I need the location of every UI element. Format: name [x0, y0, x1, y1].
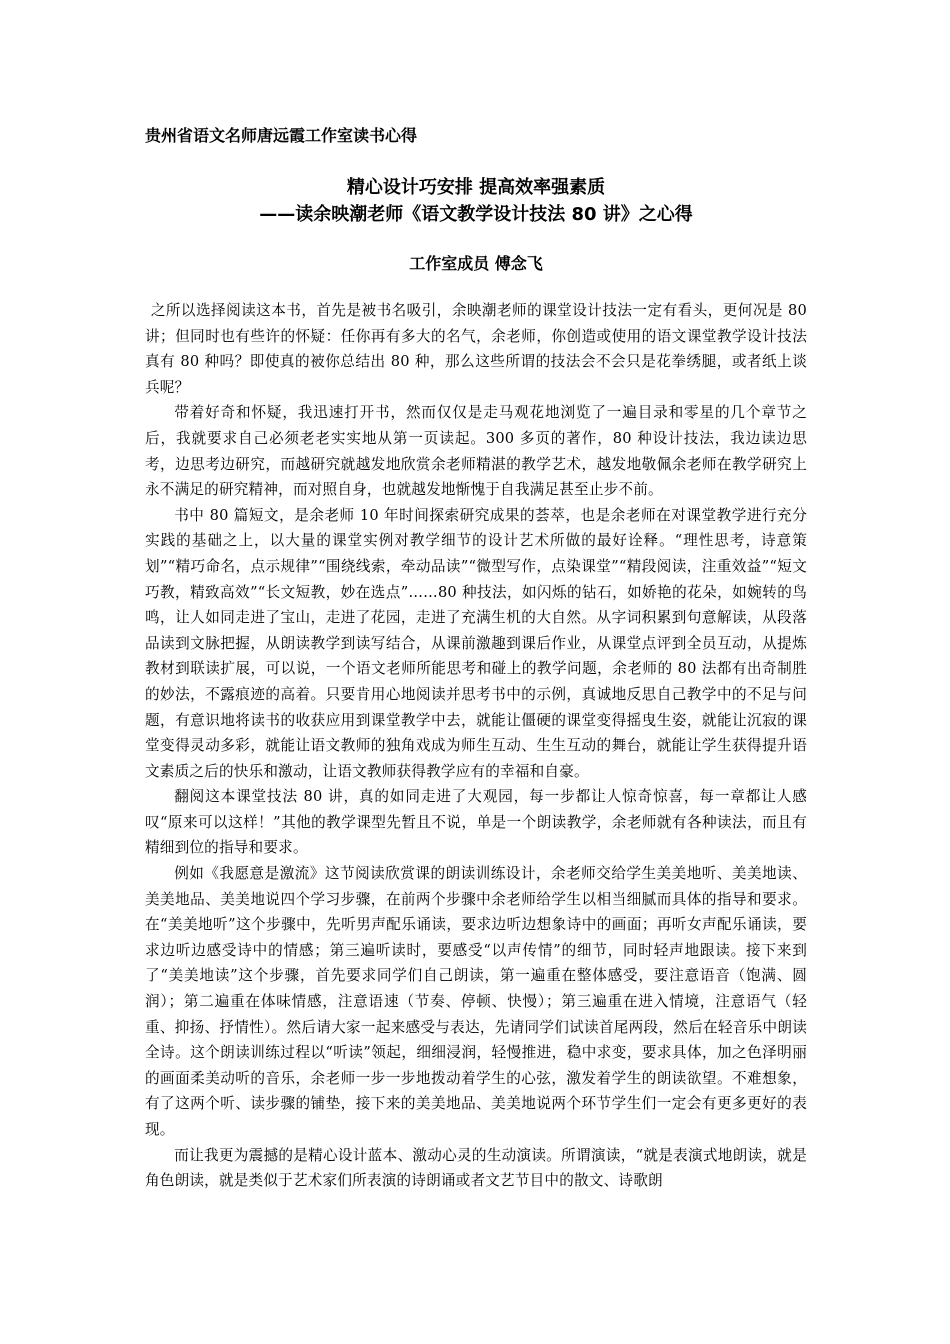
document-page: [145, 124, 807, 1194]
title-line-main: 精心设计巧安排 提高效率强素质: [346, 177, 606, 198]
paragraph: 带着好奇和怀疑，我迅速打开书，然而仅仅是走马观花地浏览了一遍目录和零星的几个章节之后，我就要求自己必须老老实实地从第一页读起。300 多页的著作，80 种设计技法，我边读边思考，边思考边研究，而越研究就越发地欣赏余老师精湛的教学艺术，越发地敬佩余老师在教学研究上永不满足的研究精神，而对照自身，也就越发地惭愧于自我满足甚至止步不前。: [145, 404, 807, 499]
paragraph: 例如《我愿意是激流》这节阅读欣赏课的朗读训练设计，余老师交给学生美美地听、美美地读、美美地品、美美地说四个学习步骤，在前两个步骤中余老师给学生以相当细腻而具体的指导和要求。在“美美地听”这个步骤中，先听男声配乐诵读，要求边听边想象诗中的画面；再听女声配乐诵读，要求边听边感受诗中的情感；第三遍听读时，要感受“以声传情”的细节，同时轻声地跟读。接下来到了“美美地读”这个步骤，首先要求同学们自己朗读，第一遍重在整体感受，要注意语音（饱满、圆润）；第二遍重在体味情感，注意语速（节奏、停顿、快慢）；第三遍重在进入情境，注意语气（轻重、抑扬、抒情性）。然后请大家一起来感受与表达，先请同学们试读首尾两段，然后在轻音乐中朗读全诗。这个朗读训练过程以“听读”领起，细细浸润，轻慢推进，稳中求变，要求具体，加之色泽明丽的画面柔美动听的音乐，余老师一步一步地拨动着学生的心弦，激发着学生的朗读欲望。不难想象，有了这两个听、读步骤的铺垫，接下来的美美地品、美美地说两个环节学生们一定会有更多更好的表现。: [145, 865, 807, 1138]
paragraph: 之所以选择阅读这本书，首先是被书名吸引，余映潮老师的课堂设计技法一定有看头，更何况是 80 讲；但同时也有些许的怀疑：任你再有多大的名气，余老师，你创造或使用的语文课堂教学设计技法真有 80 种吗？即使真的被你总结出 80 种，那么这些所谓的技法会不会只是花拳绣腿，或者纸上谈兵呢？: [145, 302, 807, 396]
paragraph: 翻阅这本课堂技法 80 讲，真的如同走进了大观园，每一步都让人惊奇惊喜，每一章都让人感叹“原来可以这样！”其他的教学课型先暂且不说，单是一个朗读教学，余老师就有各种读法，而且有精细到位的指导和要求。: [145, 788, 807, 857]
title-line-subtitle: ——读余映潮老师《语文教学设计技法 80 讲》之心得: [259, 204, 693, 225]
paragraph: 而让我更为震撼的是精心设计蓝本、激动心灵的生动演读。所谓演读，“就是表演式地朗读，就是角色朗读，就是类似于艺术家们所表演的诗朗诵或者文艺节目中的散文、诗歌朗: [145, 1146, 807, 1190]
paragraph: 书中 80 篇短文，是余老师 10 年时间探索研究成果的荟萃，也是余老师在对课堂教学进行充分实践的基础之上，以大量的课堂实例对教学细节的设计艺术所做的最好诠释。“理性思考，诗意策划”“精巧命名，点示规律”“围绕线索，牵动品读”“微型写作，点染课堂”“精段阅读，注重效益”“短文巧教，精致高效”“长文短教，妙在选点”……80 种技法，如闪烁的钻石，如娇艳的花朵，如婉转的鸟鸣，让人如同走进了宝山，走进了花园，走进了充满生机的大自然。从字词积累到句意解读，从段落品读到文脉把握，从朗读教学到读写结合，从课前激趣到课后作业，从课堂点评到全员互动，从提炼教材到联读扩展，可以说，一个语文老师所能思考和碰上的教学问题，余老师的 80 法都有出奇制胜的妙法，不露痕迹的高着。只要肯用心地阅读并思考书中的示例，真诚地反思自己教学中的不足与问题，有意识地将读书的收获应用到课堂教学中去，就能让僵硬的课堂变得摇曳生姿，就能让沉寂的课堂变得灵动多彩，就能让语文教师的独角戏成为师生互动、生生互动的舞台，就能让学生获得提升语文素质之后的快乐和激动，让语文教师获得教学应有的幸福和自豪。: [145, 506, 807, 780]
document-title: [145, 174, 807, 228]
document-header: 贵州省语文名师唐远霞工作室读书心得: [145, 126, 418, 145]
body-text: [145, 298, 807, 1194]
author-line: 工作室成员 傅念飞: [409, 254, 543, 273]
